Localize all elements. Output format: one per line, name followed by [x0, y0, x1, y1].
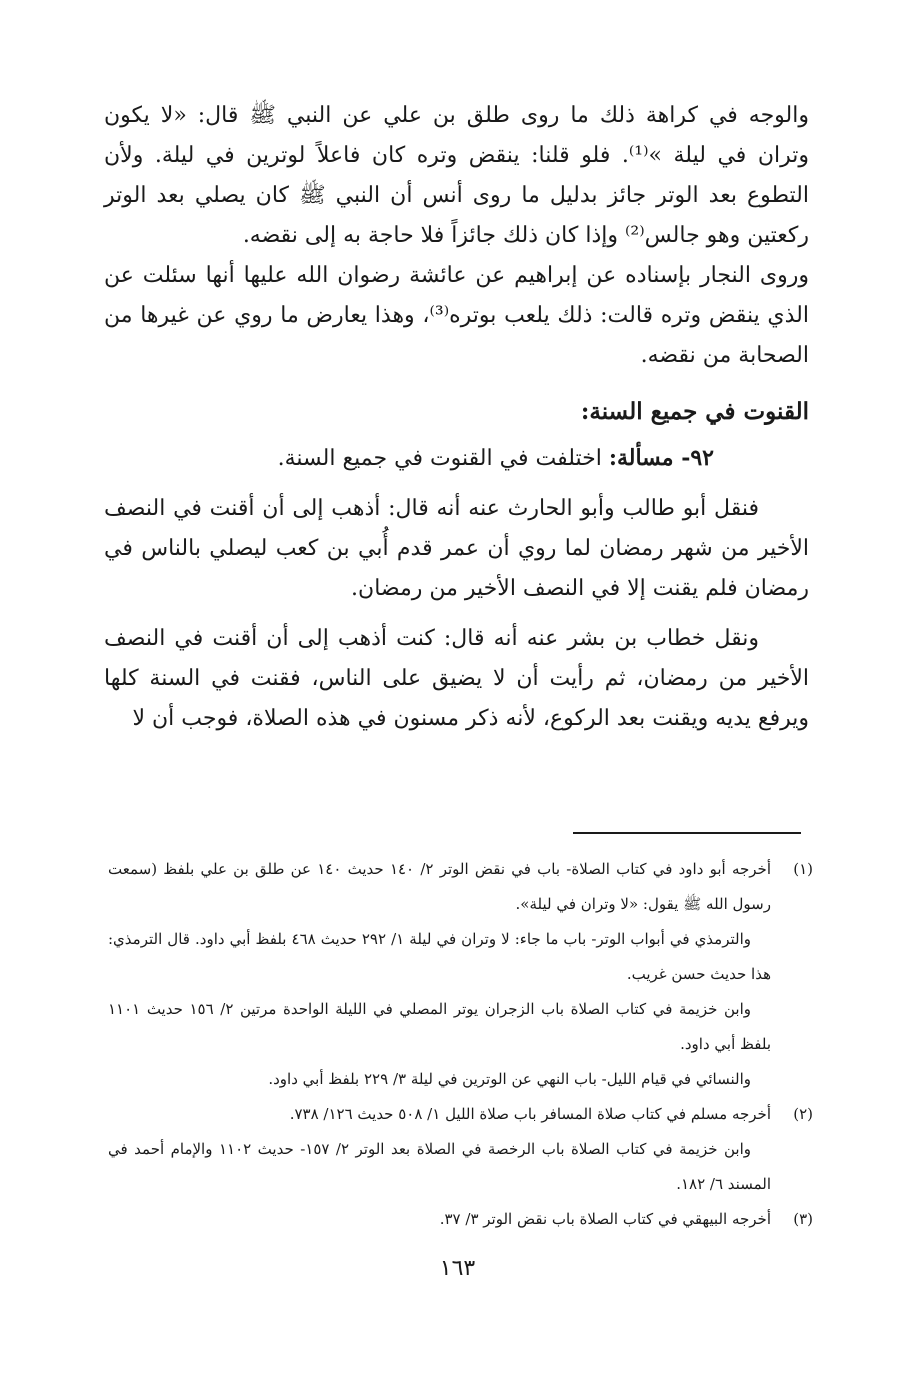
- issue-number: ٩٢- مسألة:: [608, 445, 714, 471]
- footnote-number: (٣): [793, 1210, 813, 1228]
- footnote-text: والترمذي في أبواب الوتر- باب ما جاء: لا وتران في ليلة ١/ ٢٩٢ حديث ٤٦٨ بلفظ أبي داود. قال الترمذي: هذا حديث حسن غريب.: [108, 930, 771, 983]
- paragraph-4: ونقل خطاب بن بشر عنه أنه قال: كنت أذهب إلى أن أقنت في النصف الأخير من رمضان، ثم رأيت أن لا يضيق على الناس، فقنت في السنة كلها ويرفع يديه ويقنت بعد الركوع، لأنه ذكر مسنون في هذه الصلاة، فوجب أن لا: [104, 626, 809, 731]
- footnote-text: وابن خزيمة في كتاب الصلاة باب الرخصة في الصلاة بعد الوتر ٢/ ١٥٧- حديث ١١٠٢ والإمام أحمد في المسند ٦/ ١٨٢.: [108, 1140, 771, 1193]
- footnote-number: (٢): [793, 1105, 813, 1123]
- issue-paragraph: [104, 438, 809, 479]
- page-number: ١٦٣: [439, 1256, 476, 1281]
- issue-text: اختلفت في القنوت في جميع السنة.: [277, 446, 609, 471]
- footnote-divider: [573, 832, 801, 834]
- footnotes: [108, 852, 813, 1237]
- main-text: [104, 96, 809, 739]
- footnote-text: أخرجه مسلم في كتاب صلاة المسافر باب صلاة الليل ١/ ٥٠٨ حديث ١٢٦/ ٧٣٨.: [289, 1105, 771, 1123]
- paragraph-3: فنقل أبو طالب وأبو الحارث عنه أنه قال: أذهب إلى أن أقنت في النصف الأخير من شهر رمضان لما روي أن عمر قدم أُبي بن كعب ليصلي بالناس في رمضان فلم يقنت إلا في النصف الأخير من رمضان.: [104, 496, 809, 601]
- footnote-1: [108, 852, 813, 1097]
- footnote-text: أخرجه أبو داود في كتاب الصلاة- باب في نقض الوتر ٢/ ١٤٠ حديث ١٤٠ عن طلق بن علي بلفظ (سمعت رسول الله ﷺ يقول: «لا وتران في ليلة».: [108, 860, 771, 913]
- footnote-text: أخرجه البيهقي في كتاب الصلاة باب نقض الوتر ٣/ ٣٧.: [439, 1210, 771, 1228]
- paragraph-1: والوجه في كراهة ذلك ما روى طلق بن علي عن النبي ﷺ قال: «لا يكون وتران في ليلة »⁽¹⁾. فلو قلنا: ينقض وتره كان فاعلاً لوترين في ليلة. ولأن التطوع بعد الوتر جائز بدليل ما روى أنس أن النبي ﷺ كان يصلي بعد الوتر ركعتين وهو جالس⁽²⁾ وإذا كان ذلك جائزاً فلا حاجة به إلى نقضه.: [104, 103, 809, 248]
- section-heading: القنوت في جميع السنة:: [580, 398, 809, 425]
- paragraph-2: وروى النجار بإسناده عن إبراهيم عن عائشة رضوان الله عليها أنها سئلت عن الذي ينقض وتره قالت: ذلك يلعب بوتره⁽³⁾، وهذا يعارض ما روي عن غيرها من الصحابة من نقضه.: [104, 263, 809, 368]
- footnote-2: [108, 1097, 813, 1202]
- footnote-text: والنسائي في قيام الليل- باب النهي عن الوترين في ليلة ٣/ ٢٢٩ بلفظ أبي داود.: [268, 1070, 751, 1088]
- footnote-text: وابن خزيمة في كتاب الصلاة باب الزجران يوتر المصلي في الليلة الواحدة مرتين ٢/ ١٥٦ حديث ١١٠١ بلفظ أبي داود.: [108, 1000, 771, 1053]
- footnote-number: (١): [793, 860, 813, 878]
- footnote-3: [108, 1202, 813, 1237]
